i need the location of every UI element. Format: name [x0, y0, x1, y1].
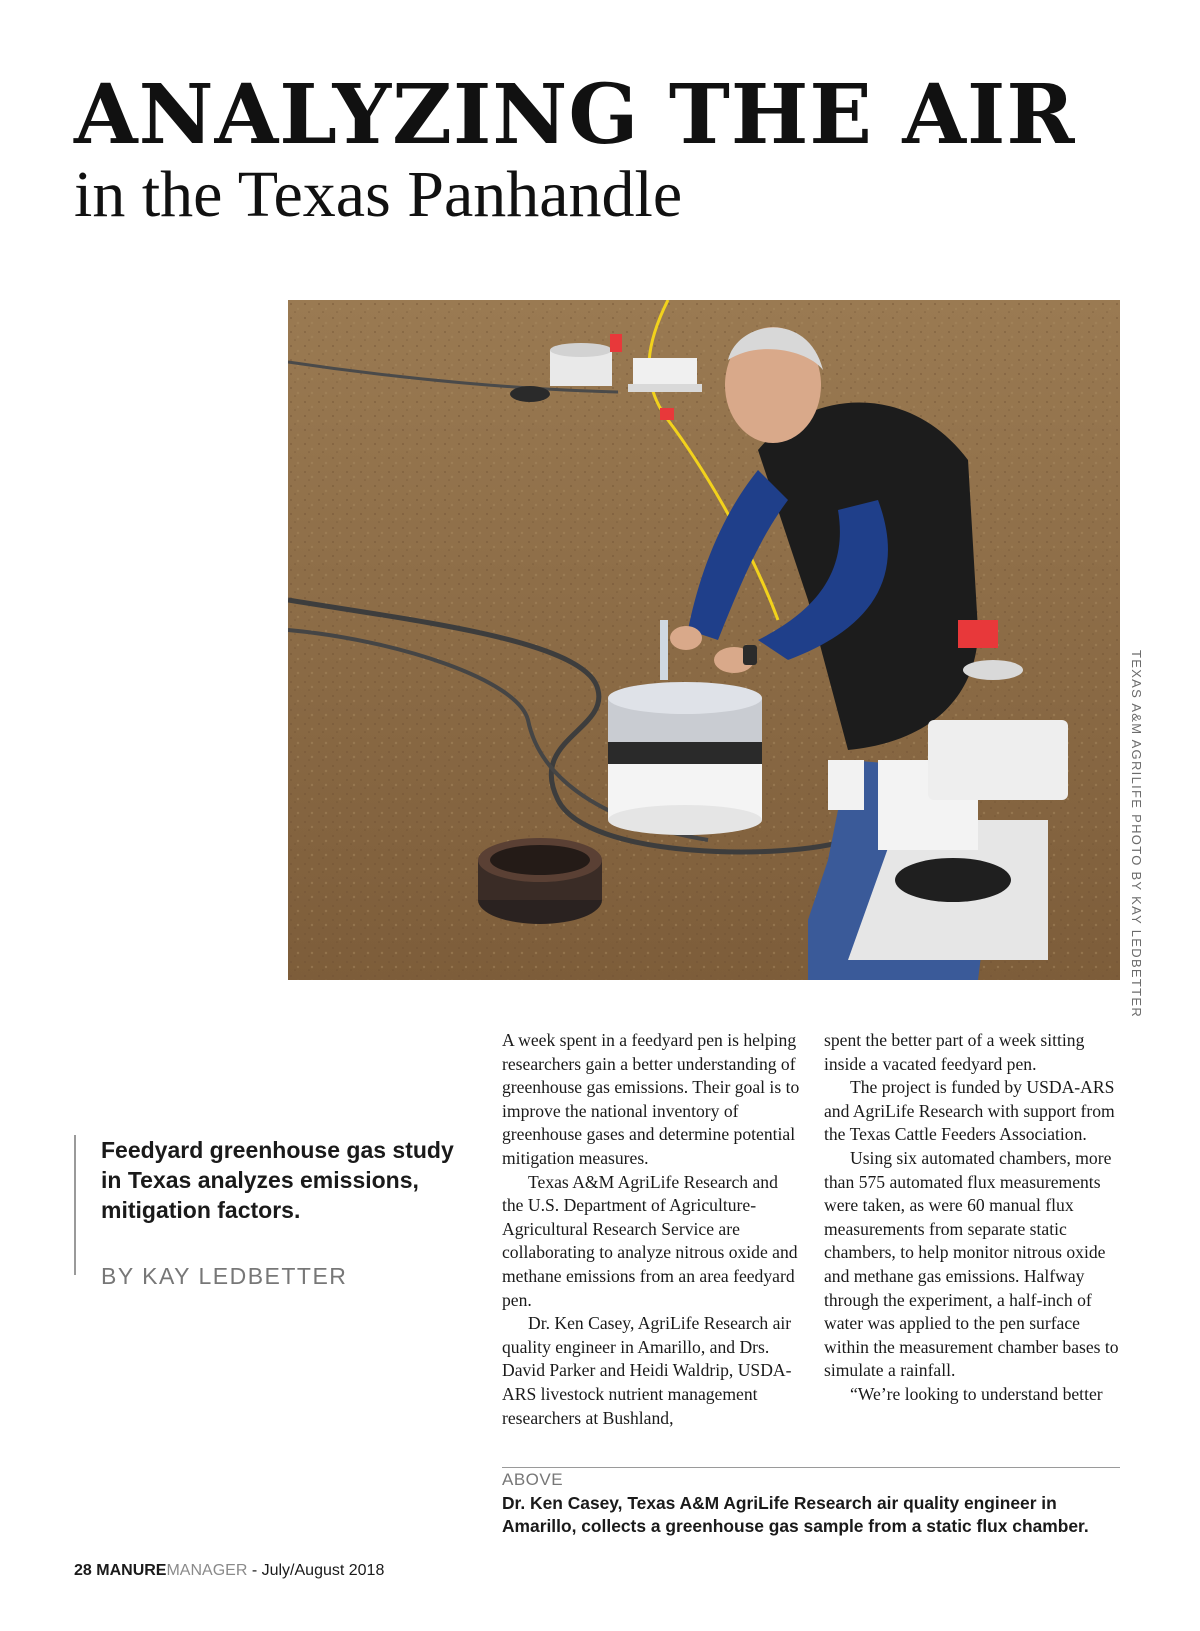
paragraph: spent the better part of a week sitting inside a vacated feedyard pen. — [824, 1030, 1085, 1074]
paragraph: A week spent in a feedyard pen is helping researchers gain a better understanding of greenhouse gas emissions. Their goal is to improve the national inventory of greenhouse gases and determine potential mitigation measures. — [502, 1030, 800, 1168]
paragraph: Dr. Ken Casey, AgriLife Research air quality engineer in Amarillo, and Drs. David Parker and Heidi Waldrip, USDA-ARS livestock nutrient management researchers at Bushland, — [502, 1313, 792, 1428]
paragraph: Texas A&M AgriLife Research and the U.S. Department of Agriculture-Agricultural Research Service are collaborating to analyze nitrous oxide and methane emissions from an area feedyard pen. — [502, 1171, 798, 1310]
magazine-name-bold: MANURE — [96, 1562, 167, 1579]
photo-caption: Dr. Ken Casey, Texas A&M AgriLife Research air quality engineer in Amarillo, collects a greenhouse gas sample from a static flux chamber. — [502, 1493, 1089, 1536]
paragraph: “We’re looking to understand better — [850, 1383, 1103, 1404]
page-footer — [74, 1562, 384, 1580]
pull-quote — [74, 1135, 454, 1289]
magazine-name-light: MANAGER — [166, 1562, 248, 1579]
body-column-1 — [502, 1029, 802, 1449]
page-number: 28 — [74, 1562, 92, 1579]
issue-date: - July/August 2018 — [251, 1562, 385, 1579]
article-subtitle: in the Texas Panhandle — [74, 158, 683, 231]
photo-credit: TEXAS A&M AGRILIFE PHOTO BY KAY LEDBETTER — [1129, 650, 1144, 1019]
body-column-2 — [824, 1029, 1120, 1449]
article-deck: Feedyard greenhouse gas study in Texas analyzes emissions, mitigation factors. — [101, 1137, 454, 1223]
caption-label: ABOVE — [502, 1470, 564, 1489]
paragraph: The project is funded by USDA-ARS and AgriLife Research with support from the Texas Cattle Feeders Association. — [824, 1077, 1115, 1145]
chamber-base-ring — [478, 838, 602, 924]
feature-photo — [288, 300, 1120, 980]
article-title: ANALYZING THE AIR — [74, 67, 1076, 163]
byline: BY KAY LEDBETTER — [101, 1263, 348, 1289]
caption-divider — [502, 1467, 1120, 1468]
paragraph: Using six automated chambers, more than 575 automated flux measurements were taken, as were 60 manual flux measurements from separate static chambers, to help monitor nitrous oxide and methane gas emissions. Halfway through the experiment, a half-inch of water was applied to the pen surface within the measurement chamber bases to simulate a rainfall. — [824, 1147, 1119, 1381]
